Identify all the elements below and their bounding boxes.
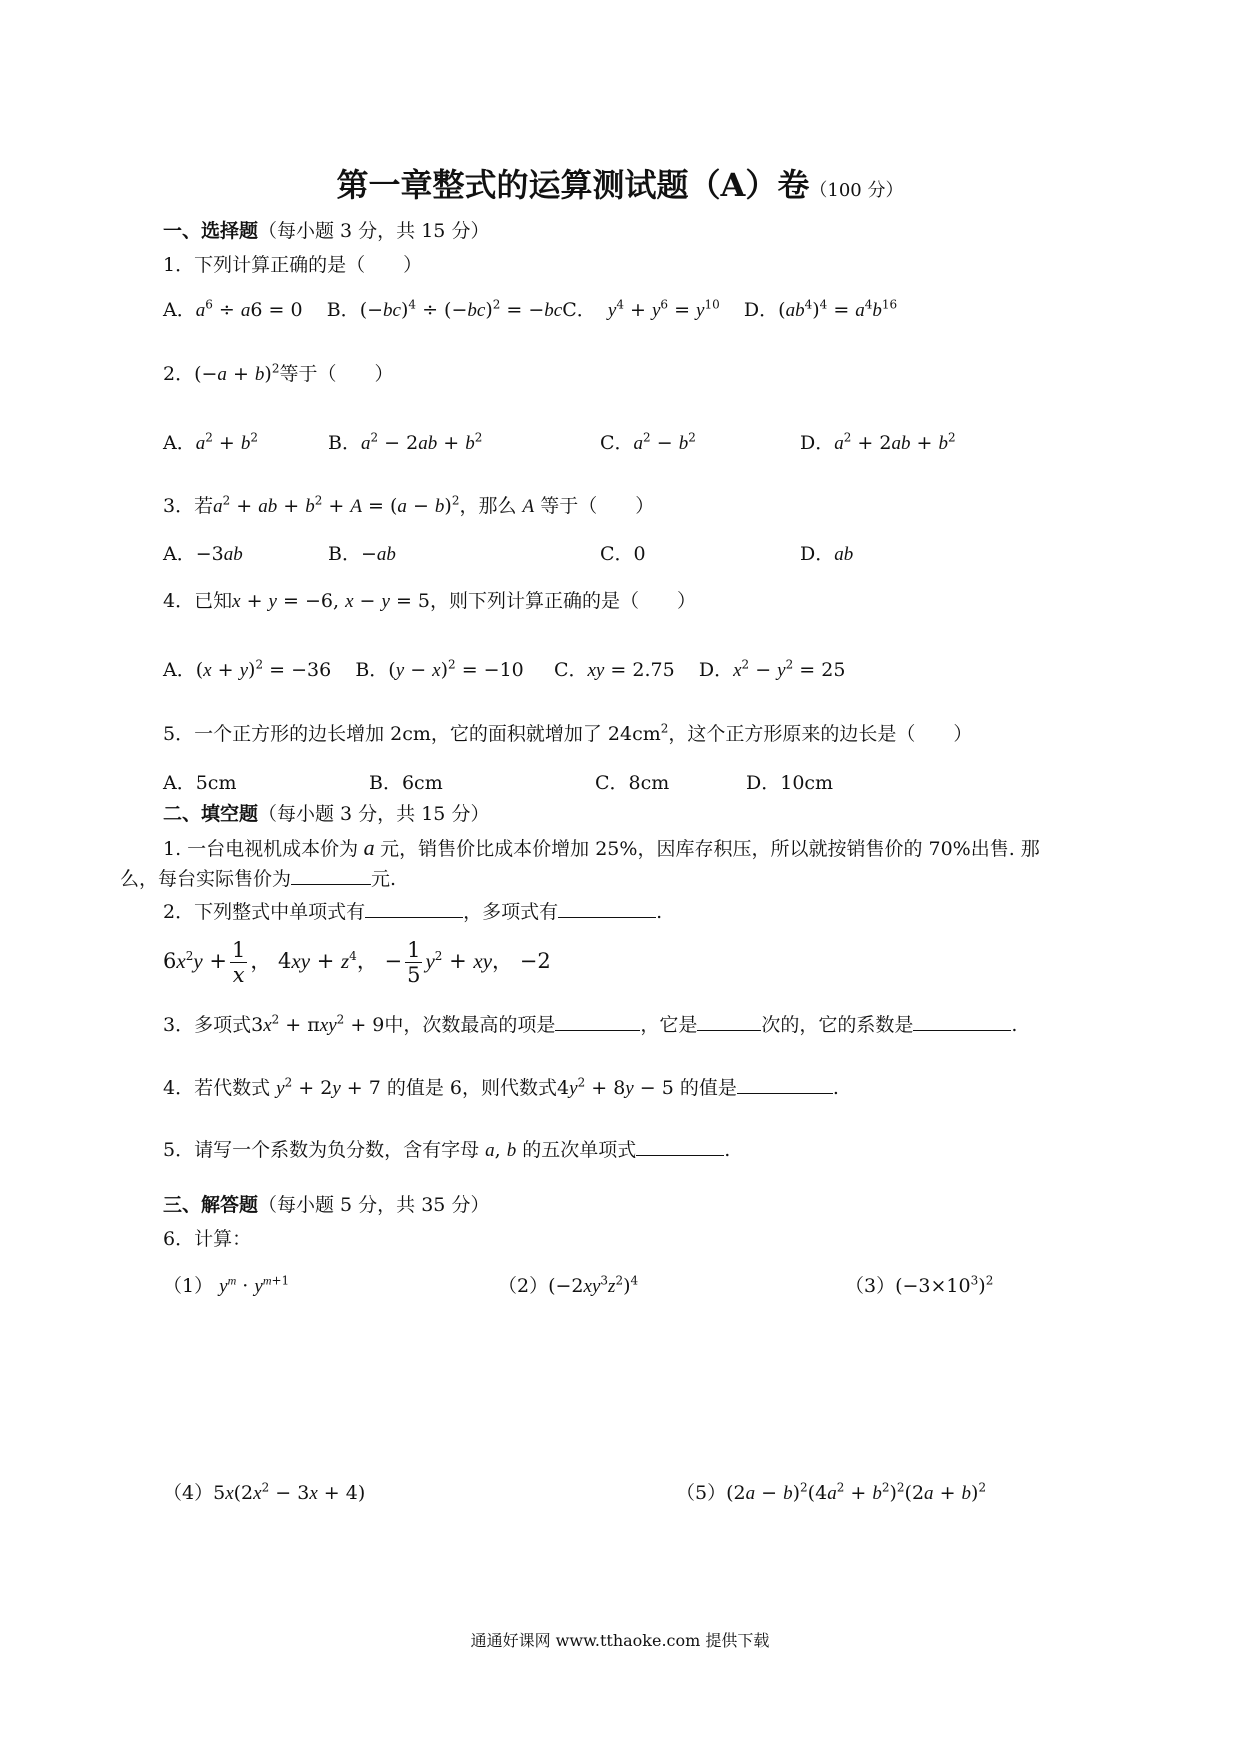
title-text: 第一章整式的运算测试题（A）卷 — [336, 166, 810, 204]
question-1-stem: 1．下列计算正确的是（ ） — [163, 254, 423, 276]
fill-3-blank-coefficient[interactable] — [913, 1012, 1011, 1031]
fill-5-blank[interactable] — [636, 1137, 724, 1156]
fill-1-text-a: 1. 一台电视机成本价为 — [163, 838, 359, 860]
question-3-stem: 3．若$a^2$ + ab + $b^2 + A = (a - b)^2$，那么 A 等于（ ） — [163, 493, 655, 517]
fill-5-end: . — [724, 1139, 731, 1161]
calc-label-4: （4） — [163, 1482, 214, 1504]
q5-option-c: C．8cm — [595, 772, 670, 794]
fill-5-line: 5．请写一个系数为负分数，含有字母 a, b 的五次单项式 . — [163, 1139, 731, 1161]
calc-label-3: （3） — [845, 1275, 896, 1297]
fill-2-expressions: $6x^2y$ + $\frac{1}{x}$ ， $4xy + z^4$， − $\frac{1}{5}$ $y^2$ + xy， −2 — [163, 938, 551, 987]
fill-4-line: 4．若代数式 $y^2 + 2y + 7$ 的值是 6，则代数式$4y^2 + 8y - 5$ 的值是 . — [163, 1075, 839, 1099]
fill-2-blank-monomials[interactable] — [365, 899, 463, 918]
fill-1-text-d: 元. — [371, 868, 397, 890]
section-2-heading — [163, 801, 489, 827]
section-1-heading — [163, 218, 489, 244]
question-1-options: A．$a^6 \div a6 = 0$ B．$(-bc)^4 \div (-bc)^2 = -bcC$． $y^4 + y^6 = y^{10}$ D．$(ab^4)^4 = a^4b^{16}$ — [163, 297, 898, 321]
question-2-stem: 2．$(-a + b)^2$等于（ ） — [163, 361, 394, 385]
fill-2-line-1 — [163, 899, 662, 925]
fill-3-mid-1: 中，次数最高的项是 — [384, 1014, 556, 1036]
question-3-end: 等于（ ） — [540, 495, 655, 517]
fill-1-text-b: 元，销售价比成本价增加 25%，因库存积压，所以就按销售价的 70%出售. 那 — [380, 838, 1040, 860]
calc-item-1: （1） $y^m \cdot y^{m+1}$ — [163, 1273, 290, 1297]
footer-credit: 通通好课网 www.tthaoke.com 提供下载 — [470, 1631, 770, 1650]
section-1-title: 一、选择题 — [163, 220, 259, 242]
fill-2-text-b: ，多项式有 — [463, 901, 559, 923]
q5-option-a: A．5cm — [163, 772, 237, 794]
fill-3-blank-term[interactable] — [555, 1012, 640, 1031]
section-1-note: （每小题 3 分，共 15 分） — [258, 220, 490, 242]
fill-2-blank-polynomials[interactable] — [558, 899, 656, 918]
fill-1-line-2 — [120, 866, 396, 892]
question-5-stem: 5．一个正方形的边长增加 2cm，它的面积就增加了 $24cm^2$，这个正方形原来的边长是（ ） — [163, 721, 973, 745]
fill-1-text-c: 么，每台实际售价为 — [120, 868, 292, 890]
calc-item-3: $(3)(-3\times 10^3)^2$ — [845, 1273, 994, 1297]
question-5-end: ，这个正方形原来的边长是（ ） — [668, 723, 973, 745]
calc-item-4: $(4)5x(2x^2 - 3x + 4)$ — [163, 1480, 366, 1504]
fill-2-text-c: . — [656, 901, 663, 923]
fill-4-mid-1: 的值是 6，则代数式 — [386, 1077, 558, 1099]
fill-3-mid-3: 次的，它的系数是 — [761, 1014, 914, 1036]
calc-label-1: （1） — [163, 1275, 214, 1297]
page-title — [0, 160, 1240, 206]
section-2-title: 二、填空题 — [163, 803, 259, 825]
question-6-stem: 6．计算： — [163, 1228, 252, 1250]
fill-4-prefix: 4．若代数式 — [163, 1077, 271, 1099]
question-3-mid: ，那么 — [459, 495, 517, 517]
q5-option-b: B．6cm — [369, 772, 443, 794]
question-4-options: A．$(x + y)^2 = -36$ B．$(y - x)^2 = -10$ C．xy = 2.75 D．$x^2 - y^2 = 25$ — [163, 657, 846, 681]
fill-5-prefix: 5．请写一个系数为负分数，含有字母 — [163, 1139, 480, 1161]
section-2-note: （每小题 3 分，共 15 分） — [258, 803, 490, 825]
fill-3-line: 3．多项式$3x^2 + \pi xy^2 + 9$中，次数最高的项是 ，它是 次的，它的系数是 . — [163, 1012, 1018, 1036]
calc-label-2: （2） — [498, 1275, 549, 1297]
fill-1-line-1: 1. 一台电视机成本价为 a 元，销售价比成本价增加 25%，因库存积压，所以就按销售价的 70%出售. 那 — [163, 835, 1040, 860]
question-2-stem-tail: 等于（ ） — [279, 363, 394, 385]
fill-3-end: . — [1011, 1014, 1018, 1036]
question-4-end: ，则下列计算正确的是（ ） — [430, 590, 697, 612]
calc-label-5: （5） — [676, 1482, 727, 1504]
fill-4-mid-2: 的值是 — [679, 1077, 737, 1099]
calc-item-5: $(5)(2a - b)^2(4a^2 + b^2)^2(2a + b)^2$ — [676, 1480, 987, 1504]
question-3-prefix: 3．若 — [163, 495, 214, 517]
fill-3-prefix: 3．多项式 — [163, 1014, 252, 1036]
fill-2-text-a: 2．下列整式中单项式有 — [163, 901, 366, 923]
section-3-note: （每小题 5 分，共 35 分） — [258, 1194, 490, 1216]
q5-option-d: D．10cm — [746, 772, 834, 794]
fill-1-blank[interactable] — [291, 866, 371, 885]
fill-4-blank[interactable] — [737, 1075, 833, 1094]
question-4-prefix: 4．已知 — [163, 590, 233, 612]
fill-4-end: . — [832, 1077, 839, 1099]
total-score: （100 分） — [809, 180, 904, 201]
section-3-title: 三、解答题 — [163, 1194, 259, 1216]
question-5-text: 5．一个正方形的边长增加 2cm，它的面积就增加了 24cm — [163, 723, 661, 745]
question-4-stem: 4．已知x + y = −6, x − y = 5，则下列计算正确的是（ ） — [163, 590, 697, 612]
calc-item-2: $(2)(-2xy^3z^2)^4$ — [498, 1273, 639, 1297]
fill-3-mid-2: ，它是 — [640, 1014, 698, 1036]
section-3-heading — [163, 1192, 489, 1218]
fill-3-blank-degree[interactable] — [697, 1012, 761, 1031]
fill-5-mid: 的五次单项式 — [522, 1139, 637, 1161]
